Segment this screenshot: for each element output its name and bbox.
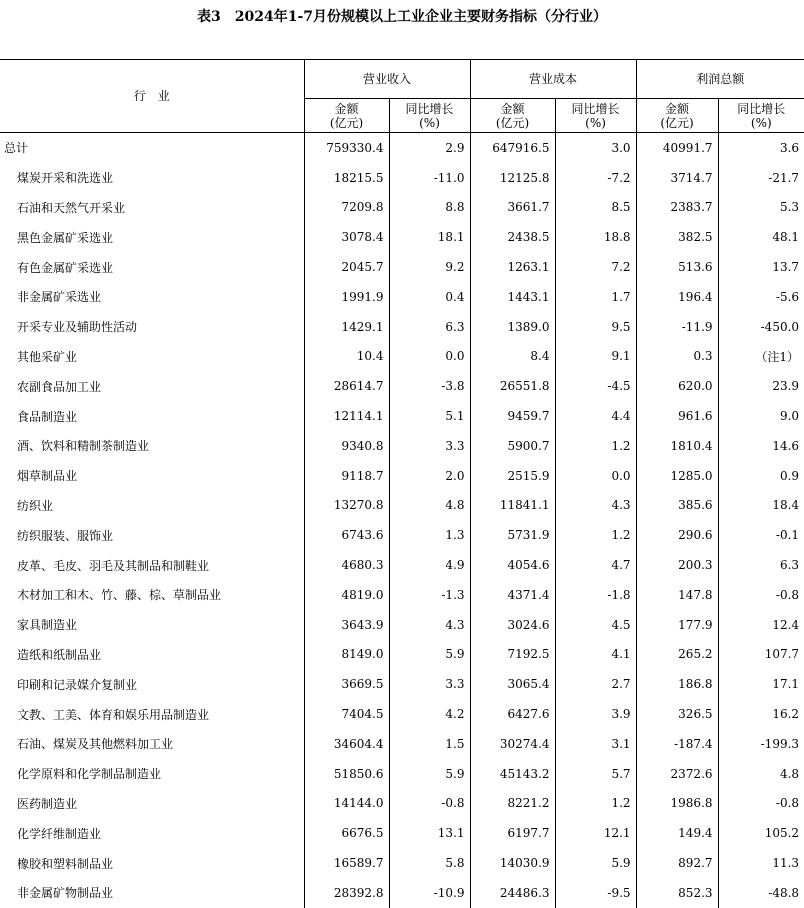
cost-amount-cell: 2515.9 [470, 461, 555, 491]
cost-growth-cell: 1.7 [555, 282, 636, 312]
revenue-growth-cell: 5.1 [389, 401, 470, 431]
revenue-amount-cell: 1991.9 [304, 282, 389, 312]
revenue-growth-cell: -11.0 [389, 163, 470, 193]
cost-growth-cell: 1.2 [555, 520, 636, 550]
profit-growth-cell: -21.7 [718, 163, 804, 193]
industry-name-cell: 家具制造业 [17, 618, 78, 633]
industry-name-cell: 非金属矿采选业 [17, 290, 102, 305]
profit-amount-cell: 385.6 [636, 491, 718, 521]
profit-growth-cell: 48.1 [718, 222, 804, 252]
industry-column-header: 行 业 [0, 60, 304, 133]
profit-growth-cell: 12.4 [718, 610, 804, 640]
cost-growth-cell: 3.0 [555, 133, 636, 163]
table-row [0, 163, 804, 193]
cost-amount-cell: 24486.3 [470, 878, 555, 908]
table-row [0, 193, 804, 223]
revenue-growth-cell: -10.9 [389, 878, 470, 908]
table-row [0, 431, 804, 461]
revenue-group-header: 营业收入 [304, 60, 470, 99]
revenue-growth-cell: 4.2 [389, 699, 470, 729]
profit-amount-cell: 513.6 [636, 252, 718, 282]
profit-growth-cell: -0.8 [718, 789, 804, 819]
industry-name-cell: 酒、饮料和精制茶制造业 [17, 439, 150, 454]
revenue-growth-cell: 6.3 [389, 312, 470, 342]
profit-amount-cell: 186.8 [636, 669, 718, 699]
profit-growth-cell: -5.6 [718, 282, 804, 312]
table-body [0, 133, 804, 908]
cost-amount-cell: 2438.5 [470, 222, 555, 252]
cost-growth-cell: -7.2 [555, 163, 636, 193]
profit-growth-cell: （注1） [718, 342, 804, 372]
profit-amount-cell: 149.4 [636, 818, 718, 848]
cost-growth-cell: 5.9 [555, 848, 636, 878]
table-row [0, 699, 804, 729]
cost-amount-cell: 1263.1 [470, 252, 555, 282]
industry-name-cell: 煤炭开采和洗选业 [17, 171, 114, 186]
cost-growth-cell: 4.7 [555, 550, 636, 580]
profit-amount-cell: 147.8 [636, 580, 718, 610]
profit-amount-cell: 1810.4 [636, 431, 718, 461]
revenue-growth-cell: 1.5 [389, 729, 470, 759]
revenue-amount-cell: 2045.7 [304, 252, 389, 282]
revenue-growth-cell: 1.3 [389, 520, 470, 550]
revenue-amount-cell: 3078.4 [304, 222, 389, 252]
profit-growth-cell: 6.3 [718, 550, 804, 580]
table-row [0, 371, 804, 401]
industry-name-cell: 总计 [4, 141, 29, 156]
revenue-amount-header: 金额 (亿元) [304, 99, 389, 133]
profit-growth-cell: 16.2 [718, 699, 804, 729]
cost-amount-cell: 3024.6 [470, 610, 555, 640]
table-row [0, 759, 804, 789]
cost-growth-header: 同比增长 (%) [555, 99, 636, 133]
revenue-amount-cell: 4680.3 [304, 550, 389, 580]
cost-amount-cell: 8.4 [470, 342, 555, 372]
profit-growth-header: 同比增长 (%) [718, 99, 804, 133]
table-row [0, 610, 804, 640]
profit-amount-cell: 326.5 [636, 699, 718, 729]
revenue-growth-cell: 4.8 [389, 491, 470, 521]
revenue-amount-cell: 3669.5 [304, 669, 389, 699]
cost-growth-cell: 3.1 [555, 729, 636, 759]
cost-amount-cell: 3065.4 [470, 669, 555, 699]
cost-amount-cell: 6197.7 [470, 818, 555, 848]
revenue-growth-cell: 8.8 [389, 193, 470, 223]
revenue-growth-cell: 9.2 [389, 252, 470, 282]
cost-amount-cell: 5900.7 [470, 431, 555, 461]
profit-amount-cell: 290.6 [636, 520, 718, 550]
profit-amount-cell: 620.0 [636, 371, 718, 401]
industry-name-cell: 黑色金属矿采选业 [17, 230, 114, 245]
profit-growth-cell: 9.0 [718, 401, 804, 431]
table-row [0, 133, 804, 163]
revenue-amount-cell: 6743.6 [304, 520, 389, 550]
revenue-growth-cell: -0.8 [389, 789, 470, 819]
profit-growth-cell: -0.1 [718, 520, 804, 550]
revenue-amount-cell: 4819.0 [304, 580, 389, 610]
table-row [0, 312, 804, 342]
cost-growth-cell: 4.5 [555, 610, 636, 640]
revenue-amount-cell: 16589.7 [304, 848, 389, 878]
table-row [0, 520, 804, 550]
industry-name-cell: 非金属矿物制品业 [17, 886, 114, 901]
cost-growth-cell: 9.1 [555, 342, 636, 372]
revenue-growth-cell: 5.8 [389, 848, 470, 878]
profit-growth-cell: 4.8 [718, 759, 804, 789]
table-row [0, 222, 804, 252]
revenue-growth-cell: 13.1 [389, 818, 470, 848]
table-row [0, 878, 804, 908]
revenue-growth-cell: 0.0 [389, 342, 470, 372]
cost-growth-cell: 2.7 [555, 669, 636, 699]
revenue-growth-cell: 18.1 [389, 222, 470, 252]
table-row [0, 580, 804, 610]
table-row [0, 550, 804, 580]
table-row [0, 342, 804, 372]
cost-amount-cell: 45143.2 [470, 759, 555, 789]
industry-name-cell: 化学原料和化学制品制造业 [17, 767, 162, 782]
revenue-amount-cell: 9118.7 [304, 461, 389, 491]
industry-name-cell: 纺织服装、服饰业 [17, 528, 114, 543]
table-row [0, 252, 804, 282]
revenue-amount-cell: 28392.8 [304, 878, 389, 908]
cost-amount-cell: 647916.5 [470, 133, 555, 163]
cost-growth-cell: -4.5 [555, 371, 636, 401]
cost-amount-cell: 6427.6 [470, 699, 555, 729]
revenue-growth-cell: 4.3 [389, 610, 470, 640]
cost-growth-cell: -9.5 [555, 878, 636, 908]
cost-growth-cell: -1.8 [555, 580, 636, 610]
cost-amount-cell: 5731.9 [470, 520, 555, 550]
profit-growth-cell: 107.7 [718, 640, 804, 670]
profit-amount-cell: 2372.6 [636, 759, 718, 789]
cost-amount-cell: 14030.9 [470, 848, 555, 878]
revenue-amount-cell: 3643.9 [304, 610, 389, 640]
profit-amount-cell: 200.3 [636, 550, 718, 580]
cost-growth-cell: 8.5 [555, 193, 636, 223]
profit-growth-cell: 13.7 [718, 252, 804, 282]
industry-name-cell: 食品制造业 [17, 409, 78, 424]
table-row [0, 461, 804, 491]
profit-growth-cell: 5.3 [718, 193, 804, 223]
profit-amount-cell: 265.2 [636, 640, 718, 670]
profit-growth-cell: 14.6 [718, 431, 804, 461]
profit-growth-cell: -48.8 [718, 878, 804, 908]
revenue-growth-cell: -1.3 [389, 580, 470, 610]
profit-amount-cell: 852.3 [636, 878, 718, 908]
industry-name-cell: 文教、工美、体育和娱乐用品制造业 [17, 707, 210, 722]
revenue-amount-cell: 14144.0 [304, 789, 389, 819]
cost-growth-cell: 5.7 [555, 759, 636, 789]
industry-name-cell: 造纸和纸制品业 [17, 647, 102, 662]
industry-name-cell: 石油和天然气开采业 [17, 200, 126, 215]
profit-amount-cell: 177.9 [636, 610, 718, 640]
cost-group-header: 营业成本 [470, 60, 636, 99]
profit-growth-cell: 18.4 [718, 491, 804, 521]
profit-amount-cell: 961.6 [636, 401, 718, 431]
profit-amount-cell: -11.9 [636, 312, 718, 342]
cost-growth-cell: 1.2 [555, 789, 636, 819]
revenue-growth-cell: 4.9 [389, 550, 470, 580]
profit-amount-cell: 892.7 [636, 848, 718, 878]
cost-growth-cell: 3.9 [555, 699, 636, 729]
cost-growth-cell: 9.5 [555, 312, 636, 342]
table-row [0, 491, 804, 521]
profit-group-header: 利润总额 [636, 60, 804, 99]
profit-amount-cell: -187.4 [636, 729, 718, 759]
industry-name-cell: 其他采矿业 [17, 349, 78, 364]
table-row [0, 640, 804, 670]
revenue-amount-cell: 10.4 [304, 342, 389, 372]
profit-amount-cell: 1285.0 [636, 461, 718, 491]
industry-name-cell: 开采专业及辅助性活动 [17, 320, 138, 335]
cost-amount-cell: 1389.0 [470, 312, 555, 342]
revenue-amount-cell: 18215.5 [304, 163, 389, 193]
revenue-amount-cell: 51850.6 [304, 759, 389, 789]
revenue-growth-cell: 2.0 [389, 461, 470, 491]
profit-amount-cell: 1986.8 [636, 789, 718, 819]
table-row [0, 282, 804, 312]
profit-amount-cell: 0.3 [636, 342, 718, 372]
cost-growth-cell: 7.2 [555, 252, 636, 282]
revenue-amount-cell: 13270.8 [304, 491, 389, 521]
revenue-growth-cell: 0.4 [389, 282, 470, 312]
profit-growth-cell: -199.3 [718, 729, 804, 759]
cost-amount-cell: 11841.1 [470, 491, 555, 521]
profit-growth-cell: 0.9 [718, 461, 804, 491]
profit-amount-cell: 382.5 [636, 222, 718, 252]
cost-growth-cell: 18.8 [555, 222, 636, 252]
revenue-amount-cell: 6676.5 [304, 818, 389, 848]
revenue-amount-cell: 12114.1 [304, 401, 389, 431]
revenue-amount-cell: 7404.5 [304, 699, 389, 729]
revenue-amount-cell: 28614.7 [304, 371, 389, 401]
revenue-amount-cell: 759330.4 [304, 133, 389, 163]
profit-amount-cell: 196.4 [636, 282, 718, 312]
industry-name-cell: 有色金属矿采选业 [17, 260, 114, 275]
table-row [0, 789, 804, 819]
industry-name-cell: 农副食品加工业 [17, 379, 102, 394]
table-row [0, 818, 804, 848]
table-title: 表3 2024年1-7月份规模以上工业企业主要财务指标（分行业） [197, 9, 607, 25]
cost-growth-cell: 4.4 [555, 401, 636, 431]
cost-amount-cell: 4371.4 [470, 580, 555, 610]
profit-growth-cell: 3.6 [718, 133, 804, 163]
industry-name-cell: 医药制造业 [17, 796, 78, 811]
revenue-amount-cell: 8149.0 [304, 640, 389, 670]
revenue-growth-header: 同比增长 (%) [389, 99, 470, 133]
revenue-growth-cell: -3.8 [389, 371, 470, 401]
revenue-growth-cell: 3.3 [389, 669, 470, 699]
industry-name-cell: 石油、煤炭及其他燃料加工业 [17, 737, 174, 752]
revenue-growth-cell: 5.9 [389, 759, 470, 789]
cost-amount-cell: 7192.5 [470, 640, 555, 670]
profit-amount-cell: 3714.7 [636, 163, 718, 193]
revenue-amount-cell: 1429.1 [304, 312, 389, 342]
cost-amount-cell: 12125.8 [470, 163, 555, 193]
revenue-amount-cell: 9340.8 [304, 431, 389, 461]
industry-name-cell: 皮革、毛皮、羽毛及其制品和制鞋业 [17, 558, 210, 573]
profit-amount-header: 金额 (亿元) [636, 99, 718, 133]
cost-growth-cell: 4.3 [555, 491, 636, 521]
cost-amount-cell: 1443.1 [470, 282, 555, 312]
profit-growth-cell: -450.0 [718, 312, 804, 342]
cost-amount-cell: 4054.6 [470, 550, 555, 580]
cost-amount-cell: 8221.2 [470, 789, 555, 819]
cost-amount-cell: 9459.7 [470, 401, 555, 431]
industry-name-cell: 化学纤维制造业 [17, 826, 102, 841]
revenue-amount-cell: 7209.8 [304, 193, 389, 223]
cost-growth-cell: 12.1 [555, 818, 636, 848]
profit-growth-cell: 11.3 [718, 848, 804, 878]
profit-amount-cell: 40991.7 [636, 133, 718, 163]
profit-growth-cell: 23.9 [718, 371, 804, 401]
industry-name-cell: 纺织业 [17, 498, 54, 513]
cost-amount-cell: 3661.7 [470, 193, 555, 223]
industry-name-cell: 橡胶和塑料制品业 [17, 856, 114, 871]
cost-growth-cell: 4.1 [555, 640, 636, 670]
cost-amount-cell: 30274.4 [470, 729, 555, 759]
industry-name-cell: 木材加工和木、竹、藤、棕、草制品业 [17, 588, 222, 603]
revenue-growth-cell: 5.9 [389, 640, 470, 670]
table-row [0, 669, 804, 699]
table-row [0, 848, 804, 878]
profit-amount-cell: 2383.7 [636, 193, 718, 223]
cost-amount-header: 金额 (亿元) [470, 99, 555, 133]
table-row [0, 729, 804, 759]
revenue-growth-cell: 3.3 [389, 431, 470, 461]
revenue-growth-cell: 2.9 [389, 133, 470, 163]
industry-name-cell: 烟草制品业 [17, 469, 78, 484]
profit-growth-cell: 17.1 [718, 669, 804, 699]
cost-growth-cell: 1.2 [555, 431, 636, 461]
industry-name-cell: 印刷和记录媒介复制业 [17, 677, 138, 692]
financial-indicators-table [0, 59, 804, 908]
profit-growth-cell: -0.8 [718, 580, 804, 610]
revenue-amount-cell: 34604.4 [304, 729, 389, 759]
cost-growth-cell: 0.0 [555, 461, 636, 491]
table-row [0, 401, 804, 431]
cost-amount-cell: 26551.8 [470, 371, 555, 401]
profit-growth-cell: 105.2 [718, 818, 804, 848]
